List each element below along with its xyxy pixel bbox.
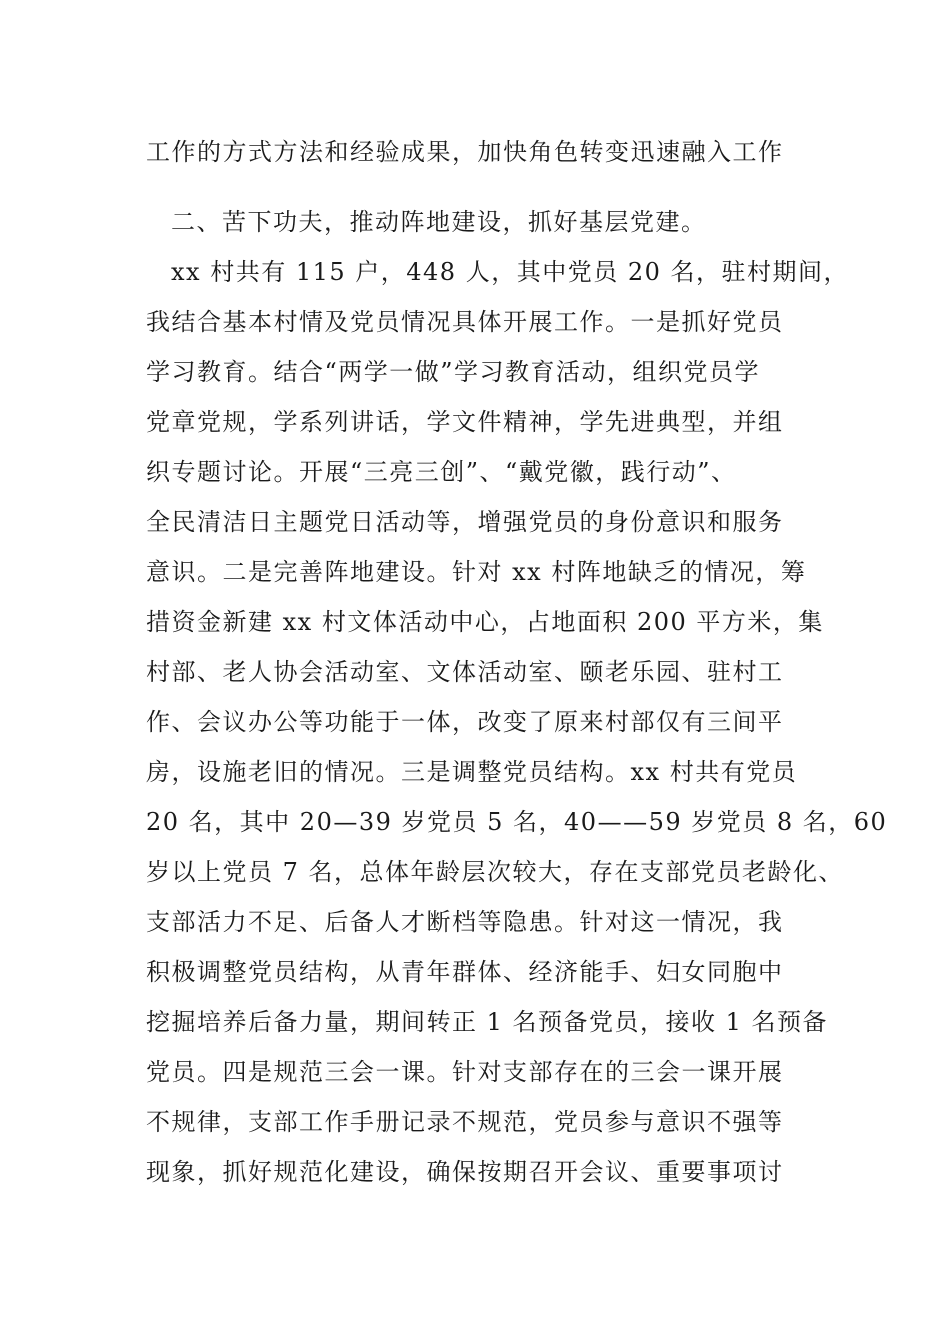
paragraph-line-12: 20 名，其中 20—39 岁党员 5 名，40——59 岁党员 8 名，60: [146, 808, 888, 836]
paragraph-line-10: 作、会议办公等功能于一体，改变了原来村部仅有三间平: [146, 708, 784, 736]
paragraph-line-3: 学习教育。结合“两学一做”学习教育活动，组织党员学: [146, 358, 761, 386]
paragraph-line-19: 现象，抓好规范化建设，确保按期召开会议、重要事项讨: [146, 1158, 784, 1186]
paragraph-line-13: 岁以上党员 7 名，总体年龄层次较大，存在支部党员老龄化、: [146, 858, 845, 886]
intro-line: 工作的方式方法和经验成果，加快角色转变迅速融入工作: [146, 138, 784, 166]
paragraph-line-1: xx 村共有 115 户，448 人，其中党员 20 名，驻村期间，: [171, 258, 849, 286]
paragraph-line-11: 房，设施老旧的情况。三是调整党员结构。xx 村共有党员: [146, 758, 798, 786]
paragraph-line-9: 村部、老人协会活动室、文体活动室、颐老乐园、驻村工: [146, 658, 784, 686]
paragraph-line-5: 织专题讨论。开展“三亮三创”、“戴党徽，践行动”、: [146, 458, 737, 486]
paragraph-line-7: 意识。二是完善阵地建设。针对 xx 村阵地缺乏的情况，筹: [146, 558, 807, 586]
paragraph-line-14: 支部活力不足、后备人才断档等隐患。针对这一情况，我: [146, 908, 784, 936]
paragraph-line-2: 我结合基本村情及党员情况具体开展工作。一是抓好党员: [146, 308, 784, 336]
paragraph-line-16: 挖掘培养后备力量，期间转正 1 名预备党员，接收 1 名预备: [146, 1008, 829, 1036]
paragraph-line-17: 党员。四是规范三会一课。针对支部存在的三会一课开展: [146, 1058, 784, 1086]
paragraph-line-15: 积极调整党员结构，从青年群体、经济能手、妇女同胞中: [146, 958, 784, 986]
paragraph-line-4: 党章党规，学系列讲话，学文件精神，学先进典型，并组: [146, 408, 784, 436]
paragraph-line-18: 不规律，支部工作手册记录不规范，党员参与意识不强等: [146, 1108, 784, 1136]
paragraph-line-8: 措资金新建 xx 村文体活动中心，占地面积 200 平方米，集: [146, 608, 824, 636]
paragraph-line-6: 全民清洁日主题党日活动等，增强党员的身份意识和服务: [146, 508, 784, 536]
section-heading: 二、苦下功夫，推动阵地建设，抓好基层党建。: [171, 208, 707, 236]
